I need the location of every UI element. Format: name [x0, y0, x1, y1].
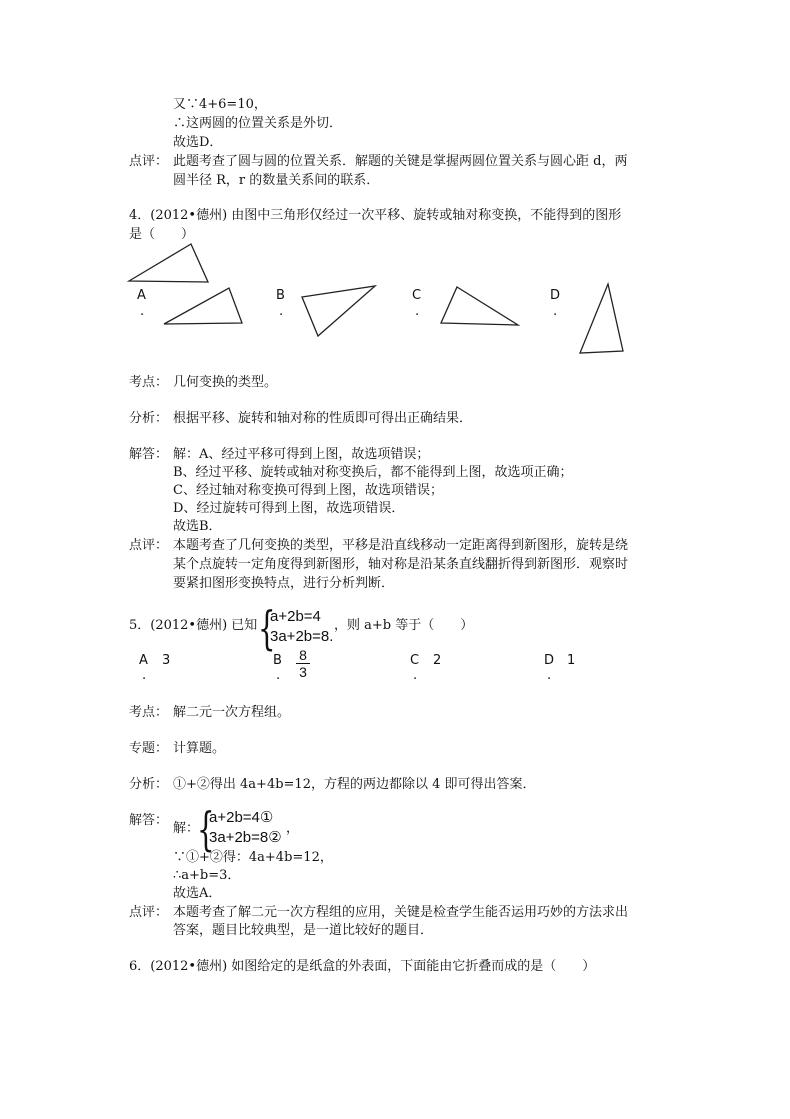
q4-option-c-triangle	[441, 287, 518, 325]
q4-jieda-label: 解答：	[129, 447, 169, 462]
q5-stem-prefix: 5．(2012•德州) 已知	[129, 618, 258, 633]
q5-jieda-line-2: ∵①+②得：4a+4b=12，	[173, 850, 333, 865]
q5-option-a-dot: .	[142, 668, 147, 683]
q4-kaodian: 几何变换的类型。	[173, 375, 278, 390]
q5-dianping-line-2: 答案，题目比较典型，是一道比较好的题目．	[173, 923, 434, 938]
q6-stem: 6．(2012•德州) 如图给定的是纸盒的外表面，下面能由它折叠而成的是（ ）	[129, 959, 596, 974]
q3-comment-line-2: 圆半径 R，r 的数量关系间的联系．	[173, 173, 380, 188]
q5-option-a-letter: A	[139, 653, 148, 668]
q5-option-c-value: 2	[433, 653, 442, 668]
q5-zhuanti-label: 专题：	[129, 741, 169, 756]
q3-line-3: 故选D．	[173, 135, 223, 150]
q4-option-d-triangle	[580, 284, 623, 353]
q4-dianping-line-3: 要紧扣图形变换特点，进行分析判断．	[173, 576, 395, 591]
q4-option-c-dot: .	[415, 304, 420, 319]
q5-option-d-dot: .	[547, 668, 552, 683]
q3-line-1: 又∵4+6=10，	[173, 97, 267, 112]
q5-jieda-system-eq-1: a+2b=4①	[209, 809, 274, 826]
q5-option-c-letter: C	[410, 653, 420, 668]
q5-option-d-letter: D	[544, 653, 555, 668]
q5-jieda-line-3: ∴a+b=3．	[173, 868, 241, 883]
q4-kaodian-label: 考点：	[129, 375, 169, 390]
q5-kaodian-label: 考点：	[129, 705, 169, 720]
q5-option-d-value: 1	[567, 653, 576, 668]
q5-jieda-system-eq-2: 3a+2b=8②	[209, 829, 282, 846]
q4-fenxi: 根据平移、旋转和轴对称的性质即可得出正确结果．	[173, 411, 473, 426]
q4-dianping-line-1: 本题考查了几何变换的类型，平移是沿直线移动一定距离得到新图形，旋转是绕	[173, 538, 629, 553]
q5-jieda-system-brace: {	[197, 802, 215, 856]
q4-jieda-line-4: D、经过旋转可得到上图，故选项错误．	[173, 501, 405, 516]
q5-fenxi: ①+②得出 4a+4b=12，方程的两边都除以 4 即可得出答案．	[173, 777, 536, 792]
q5-option-b-letter: B	[273, 653, 282, 668]
q5-kaodian: 解二元一次方程组。	[173, 705, 291, 720]
q4-option-a-dot: .	[140, 304, 145, 319]
q3-line-2: ∴这两圆的位置关系是外切．	[173, 116, 343, 131]
q5-jieda-label: 解答：	[129, 813, 169, 828]
q3-comment-line-1: 此题考查了圆与圆的位置关系．解题的关键是掌握两圆位置关系与圆心距 d，两	[173, 154, 628, 169]
q4-dianping-label: 点评：	[129, 538, 169, 553]
q4-option-b-triangle	[302, 286, 375, 336]
q5-system-eq-1: a+2b=4	[270, 608, 321, 625]
q3-comment-label: 点评：	[129, 154, 169, 169]
q4-option-a-triangle	[164, 288, 242, 324]
q4-dianping-line-2: 某个点旋转一定角度得到新图形，轴对称是沿某条直线翻折得到新图形．观察时	[173, 557, 629, 572]
q4-original-triangle	[129, 244, 208, 282]
q4-option-d-dot: .	[553, 304, 558, 319]
q4-option-b-letter: B	[276, 288, 285, 303]
q4-option-c-letter: C	[412, 288, 422, 303]
q5-jieda-line-4: 故选A．	[173, 886, 222, 901]
q4-jieda-line-2: B、经过平移、旋转或轴对称变换后，都不能得到上图，故选项正确；	[173, 465, 573, 480]
q4-fenxi-label: 分析：	[129, 411, 169, 426]
q5-fenxi-label: 分析：	[129, 777, 169, 792]
q4-jieda-line-3: C、经过轴对称变换可得到上图，故选项错误；	[173, 483, 443, 498]
q5-option-b-denominator: 3	[299, 664, 307, 680]
q5-option-b-dot: .	[276, 668, 281, 683]
q5-system-brace: {	[258, 601, 276, 655]
q5-dianping-label: 点评：	[129, 905, 169, 920]
q5-option-b-numerator: 8	[299, 647, 307, 663]
q5-jieda-system-suffix: ，	[286, 821, 300, 836]
q4-stem-line-2: 是（ ）	[129, 227, 195, 242]
q5-system-eq-2: 3a+2b=8.	[270, 628, 334, 645]
q5-jieda-prefix: 解：	[173, 821, 200, 836]
q5-stem-suffix: ，则 a+b 等于（ ）	[334, 618, 474, 633]
q4-option-a-letter: A	[137, 288, 146, 303]
q5-option-c-dot: .	[413, 668, 418, 683]
q4-jieda-line-1: 解：A、经过平移可得到上图，故选项错误；	[173, 447, 430, 462]
q5-option-a-value: 3	[162, 653, 171, 668]
q4-option-b-dot: .	[279, 304, 284, 319]
q4-stem-line-1: 4．(2012•德州) 由图中三角形仅经过一次平移、旋转或轴对称变换，不能得到的图形	[129, 208, 622, 223]
q5-zhuanti: 计算题。	[173, 741, 226, 756]
q5-dianping-line-1: 本题考查了解二元一次方程组的应用，关键是检查学生能否运用巧妙的方法求出	[173, 905, 629, 920]
q4-jieda-line-5: 故选B．	[173, 519, 222, 534]
q4-option-d-letter: D	[550, 288, 561, 303]
